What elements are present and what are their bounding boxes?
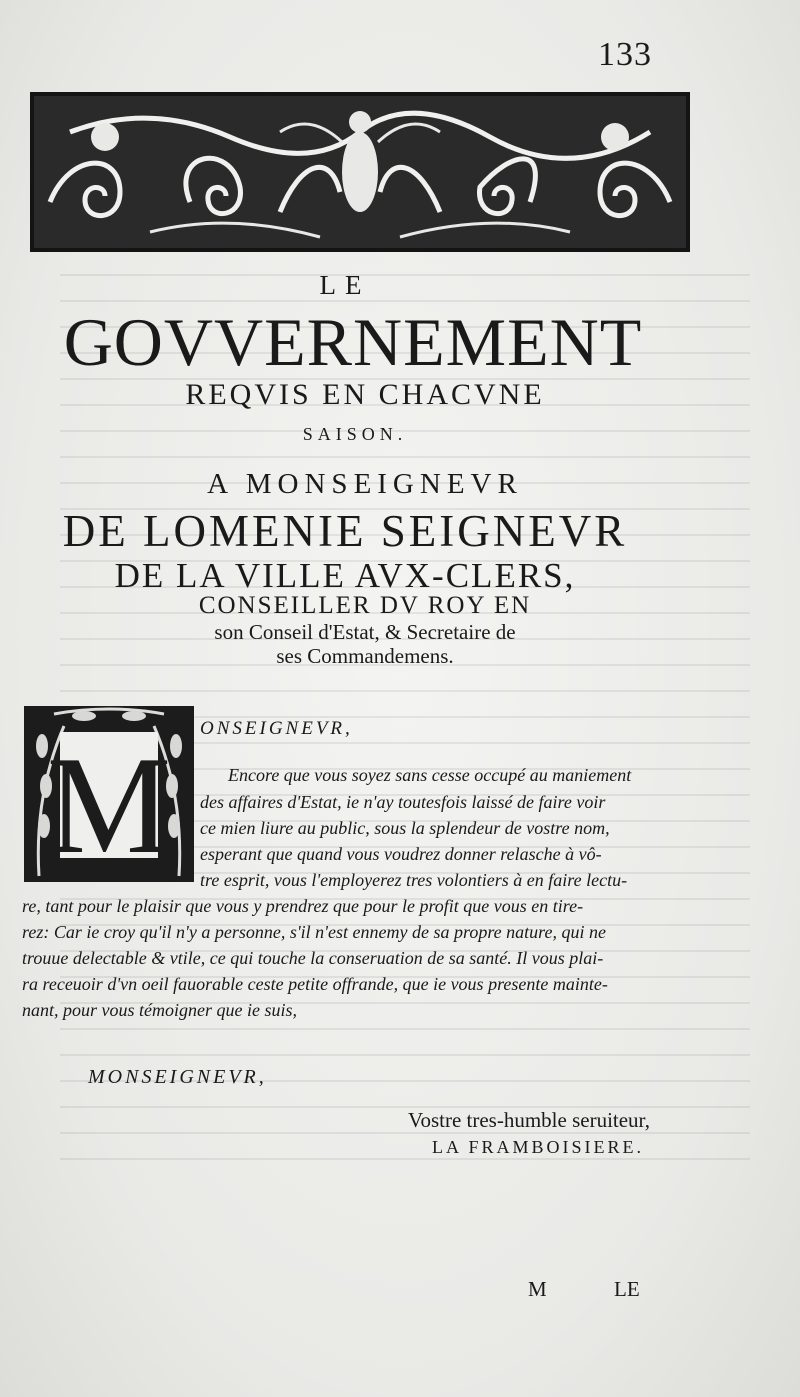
dedication-line-5: son Conseil d'Estat, & Secretaire de	[214, 620, 516, 644]
decorated-initial	[24, 706, 194, 882]
letter-line: tre esprit, vous l'employerez tres volontiers à en faire lectu-	[200, 870, 628, 890]
dedication-line-6: ses Commandemens.	[276, 644, 454, 668]
catchword: LE	[614, 1277, 640, 1301]
letter-line: trouue delectable & vtile, ce qui touche la conseruation de sa santé. Il vous plai-	[22, 948, 604, 968]
closing-salutation: MONSEIGNEVR,	[88, 1066, 267, 1088]
title-line-1: LE	[319, 270, 371, 300]
letter-salutation: ONSEIGNEVR,	[200, 718, 353, 739]
letter-line: re, tant pour le plaisir que vous y prendrez que pour le profit que vous en tire-	[22, 896, 584, 916]
letter-line: Encore que vous soyez sans cesse occupé au maniement	[228, 765, 632, 785]
signature-mark: M	[528, 1277, 547, 1301]
letter-line: nant, pour vous témoigner que ie suis,	[22, 1000, 297, 1020]
title-line-4: SAISON.	[302, 424, 408, 444]
page-number: 133	[598, 36, 652, 73]
signature-name: LA FRAMBOISIERE.	[432, 1137, 645, 1157]
dedication-line-1: A MONSEIGNEVR	[207, 468, 523, 500]
letter-line: des affaires d'Estat, ie n'ay toutesfois laissé de faire voir	[200, 792, 606, 812]
letter-line: ce mien liure au public, sous la splendeur de vostre nom,	[200, 818, 610, 838]
letter-line: rez: Car ie croy qu'il n'y a personne, s'il n'est ennemy de sa propre nature, qui ne	[22, 922, 606, 942]
signature-line-1: Vostre tres-humble seruiteur,	[408, 1108, 650, 1132]
dedication-line-4: CONSEILLER DV ROY EN	[198, 592, 532, 619]
title-main: GOVVERNEMENT	[63, 304, 643, 380]
dedication-line-2: DE LOMENIE SEIGNEVR	[62, 506, 628, 556]
dedication-line-3: DE LA VILLE AVX-CLERS,	[114, 556, 576, 595]
title-line-3: REQVIS EN CHACVNE	[185, 378, 545, 411]
initial-letter: M	[46, 728, 172, 882]
ornamental-headpiece	[30, 92, 690, 252]
letter-line: ra receuoir d'vn oeil fauorable ceste petite offrande, que ie vous presente mainte-	[22, 974, 608, 994]
letter-line: esperant que quand vous voudrez donner relasche à vô-	[200, 844, 602, 864]
